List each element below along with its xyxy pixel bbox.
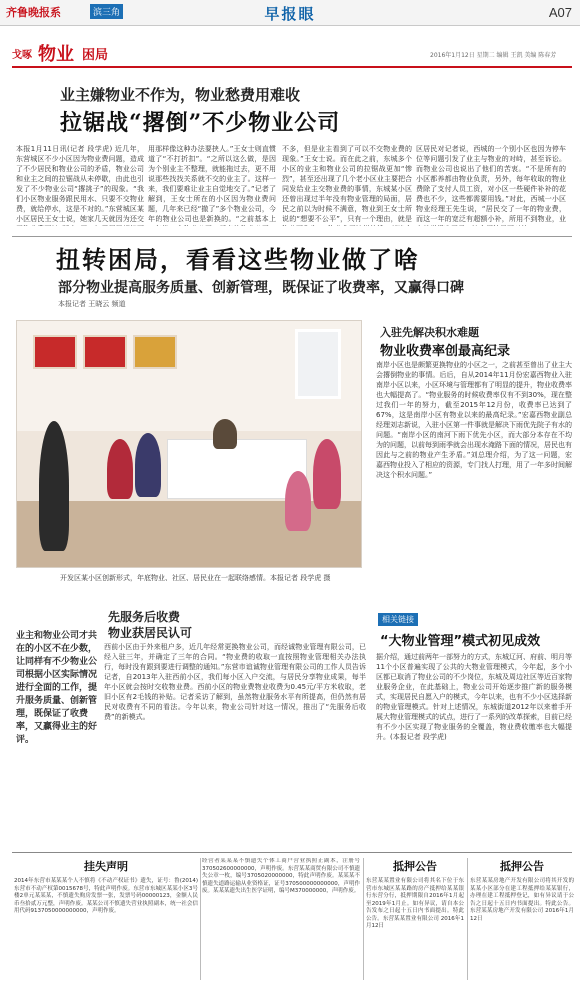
column-logo-main: 物业 bbox=[38, 44, 74, 65]
attendee-figure bbox=[135, 433, 161, 497]
wall-banner-1 bbox=[33, 335, 77, 369]
story1-headline: 拉锯战“撂倒”不少物业公司 bbox=[60, 110, 341, 136]
related-link-tag: 相关链接 bbox=[378, 613, 418, 626]
attendee-figure bbox=[213, 419, 237, 449]
attendee-figure bbox=[313, 439, 341, 509]
notice-title: 抵押公告 bbox=[500, 860, 544, 873]
wall-banner-2 bbox=[83, 335, 127, 369]
mid-subhead-1: 先服务后收费 bbox=[108, 610, 181, 624]
lead-summary: 业主和物业公司才共在的小区不在少数，让同样有不少物业公司根据小区实际情况进行全面的工作，提升服务质量、创新管理，既保证了收费率，又赢得业主的好评。 bbox=[16, 631, 98, 745]
story1-column-4: 区居民对记者说，西城的一个别小区也因为停车位等问题引发了业主与物业的对峙，甚至诉讼。而物业公司也说出了他们的苦衷。“不是所有的小区都养都由物业负责，另外，每年收取的物业费除了支付人员工资，对小区一些硬件补补的花费也不少，这些都需要用钱。”对此，西城一小区物业经理王先生说，“居民交了一年的物业费，而这一年的宽泛有超额小补，所用不到物业，业 bbox=[416, 145, 566, 223]
related-link-body: 据介绍，通过前两年一部努力的方式，东城辽河、府前、明月等11个小区普遍实现了公共的大物业管理模式，今年起，多个小区都已取消了物业公司的不少岗位，东城及周边社区等近百家物业服务企业，在此基础上，物业公司开始逐步推广新的服务模式，实现居民自愿入户的模式，今年以来，也有不少小区选择新的物业管理模式。针对上述情况，东城街道2012年以来着手开展大物业管理模式的试点，进行了一系列的改革探索，目前已经有不少小区实现了物业服务的全覆盖，物业费收缴率也大幅提升。(本报记者 段学虎) bbox=[376, 653, 572, 741]
mid-subhead-2: 物业获居民认可 bbox=[108, 626, 193, 640]
notice-body: 经营者某某某不慎遗失个体工商户营业执照正副本，注册号370502600000000，声明作废。东营某某商贸有限公司不慎遗失公章一枚，编号3705020000000，特此声明作废。某某某不慎遗失道路运输从业资格证，证号370500000000000，声明作废。某某某遗失出生医学证明，编号M370000000，声明作废。 bbox=[202, 858, 360, 894]
right-body-text: 南岸小区也是颇繁更换物业的小区之一，之前甚至曾出了业主大会撂倒物业的事情。后后，自从2014年11月份宏嘉西物业入驻南岸小区以来，小区环境与管理都有了明显的提升，物业收费率也大幅提高了。“物业服务的时候收费率仅有不到30%，现在整过我们一年的努力，截至2015年12月份，收费率已达到了67%，这是南岸小区有物业以来的最高纪录。”宏嘉西物业副总经理刘志新说，入驻小区第一件事就是解决下雨优先院子有水的问题。“南岸小区的南河下雨下优先小区，而大部分本存在不均为的问题，以前每到雨季就会出现水淹路下面的情况，居民也有因此与之前的物业产生矛盾。”刘总理介绍，为了这一问题，宏嘉西物业投入了相应的资源，专门找人打理，用了一年多时间解决这个积水问题。” bbox=[376, 361, 572, 479]
story-divider bbox=[12, 236, 572, 237]
notice-mortgage-1 bbox=[366, 858, 464, 980]
photo-caption: 开发区某小区创新形式，年底物业、社区、居民业在一起联络感情。本报记者 段学虎 摄 bbox=[60, 574, 331, 582]
related-link-headline: “大物业管理”模式初见成效 bbox=[380, 634, 541, 649]
edition-tag: 滨三角 bbox=[90, 4, 123, 19]
notice-divider bbox=[363, 858, 364, 980]
story2-byline: 本报记者 王晓云 频道 bbox=[58, 300, 126, 308]
column-logo-suffix: 困局 bbox=[82, 48, 109, 63]
story2-headline: 扭转困局，看看这些物业做了啥 bbox=[56, 245, 420, 274]
notice-divider bbox=[200, 858, 201, 980]
mid-body-text: 西前小区由于外来租户多，近几年经常更换物业公司，而经诚物业管理有限公司，已经入驻三年，并确定了三年的合同。“物业费的收取一直按照物业管理相关办法执行，每时没有跟到要进行调整的通知。”东营市谊诚物业管理有限公司的工作人员告诉记者，自2013年入驻西前小区，我们每小区入户交流，与居民分享物业成果，每半年小区就会按时交收物业费。西前小区的物业费物业收费为0.45元/平方米收取，老旧小区有2毛钱的补贴。记者采访了解到，虽然物业服务水平有所提高，但仍然有居民对收费有不同的看法。今年以来，物业公司针对这一情况，推出了“先服务后收费”的新模式。 bbox=[104, 643, 366, 721]
story1-kicker: 业主嫌物业不作为，物业愁费用难收 bbox=[60, 86, 301, 104]
right-subhead-2: 物业收费率创最高纪录 bbox=[380, 344, 511, 359]
notice-mortgage-2 bbox=[470, 858, 574, 980]
notice-title: 挂失声明 bbox=[84, 860, 128, 873]
section-title: 早报眼 bbox=[264, 5, 316, 23]
wall-banner-3 bbox=[133, 335, 177, 369]
notice-body: 2014年东营市某某某个人不慎将《不动产权证书》遗失，证号：鲁(2014)东营市不动产权第0015678号，特此声明作废。东营市东城区某某小区3号楼2单元某某某，不慎遗失购房发票一张，发票号码00000123，金额人民币叁拾贰万元整，声明作废。某某公司不慎遗失营业执照副本，统一社会信用代码9137050000000000，声明作废。 bbox=[14, 878, 198, 914]
story2-subheadline: 部分物业提高服务质量、创新管理，既保证了收费率，又赢得口碑 bbox=[58, 280, 464, 296]
story1-column-1: 本报1月11日讯(记者 段学虎) 近几年，东营城区不少小区因为物业费问题，造成了不少居民和物业公司的矛盾，物业公司和业主之间的拉锯战从未停歇，由此也引发了不少物业公司“撂挑子”的现象。“我们小区物业服务跟民用水、只要不交物业费，就给停水，这是不对的。”东营城区某小区居民王女士说，她家几天就因为还交 bbox=[16, 145, 144, 223]
right-subhead-1: 入驻先解决积水难题 bbox=[380, 326, 479, 339]
story1-column-3: 不多，但是业主看到了可以不交物业费的现象。”王女士说。而在此之前，东城多个小区的业主和物业公司的拉锯战更加“惨烈”，甚至还出现了几个老小区业主要把合同发给业主交物业费的事情，东城某小区还曾出现过半年没有物业管理的局面，居民之前以为时候不满意，物业到王女士所说的“想要不公平”，只有一个理由，就是 bbox=[282, 145, 412, 223]
news-photo bbox=[16, 320, 362, 568]
notice-body: 东营某某房地产开发有限公司将其开发的某某小区部分在建工程抵押给某某银行，办理在建工程抵押登记，如有异议请于公告之日起十五日内书面提出。特此公告。东营某某房地产开发有限公司 2016年1月12日 bbox=[470, 878, 574, 922]
attendee-figure bbox=[285, 471, 311, 531]
attendee-figure bbox=[107, 439, 133, 499]
column-logo bbox=[12, 40, 122, 66]
notice-body: 东营某某置业有限公司将其名下位于东营市东城区某某路的房产抵押给某某银行东营分行，抵押期限自2016年1月起至2019年1月止。如有异议，请自本公告发布之日起十五日内书面提出。特此公告。东营某某置业有限公司 2016年1月12日 bbox=[366, 878, 464, 929]
header-rule bbox=[12, 66, 572, 68]
newspaper-brand: 齐鲁晚报系 bbox=[6, 6, 61, 19]
notice-divider bbox=[467, 858, 468, 980]
story1-column-2: 用那样像这种办法要挟人。”王女士则直惯道了“不打折扣”。“之所以这么做，是因为个别业主不整理，就能拖过去，更不用说那些找找关系就不交的业主了。这样一来，我们要难让业主自觉地交了。”记者了解到，王女士所在的小区因为物业费问题，几年来已经“撤了”多个物业公司，今年的物业公司也是新换的。“之前基本上 bbox=[148, 145, 276, 223]
page-header bbox=[0, 0, 580, 26]
notice-loss-declaration bbox=[14, 858, 198, 980]
photo-window bbox=[295, 329, 341, 399]
notice-continued bbox=[202, 858, 360, 980]
notices-rule bbox=[12, 852, 572, 853]
column-logo-prefix: 戈啄 bbox=[12, 50, 32, 61]
notice-title: 抵押公告 bbox=[393, 860, 437, 873]
page-number: A07 bbox=[548, 5, 572, 20]
speaker-figure bbox=[39, 421, 69, 551]
page-meta: 2016年1月12日 星期二 编辑 王凯 美编 陈春芳 bbox=[430, 52, 557, 59]
